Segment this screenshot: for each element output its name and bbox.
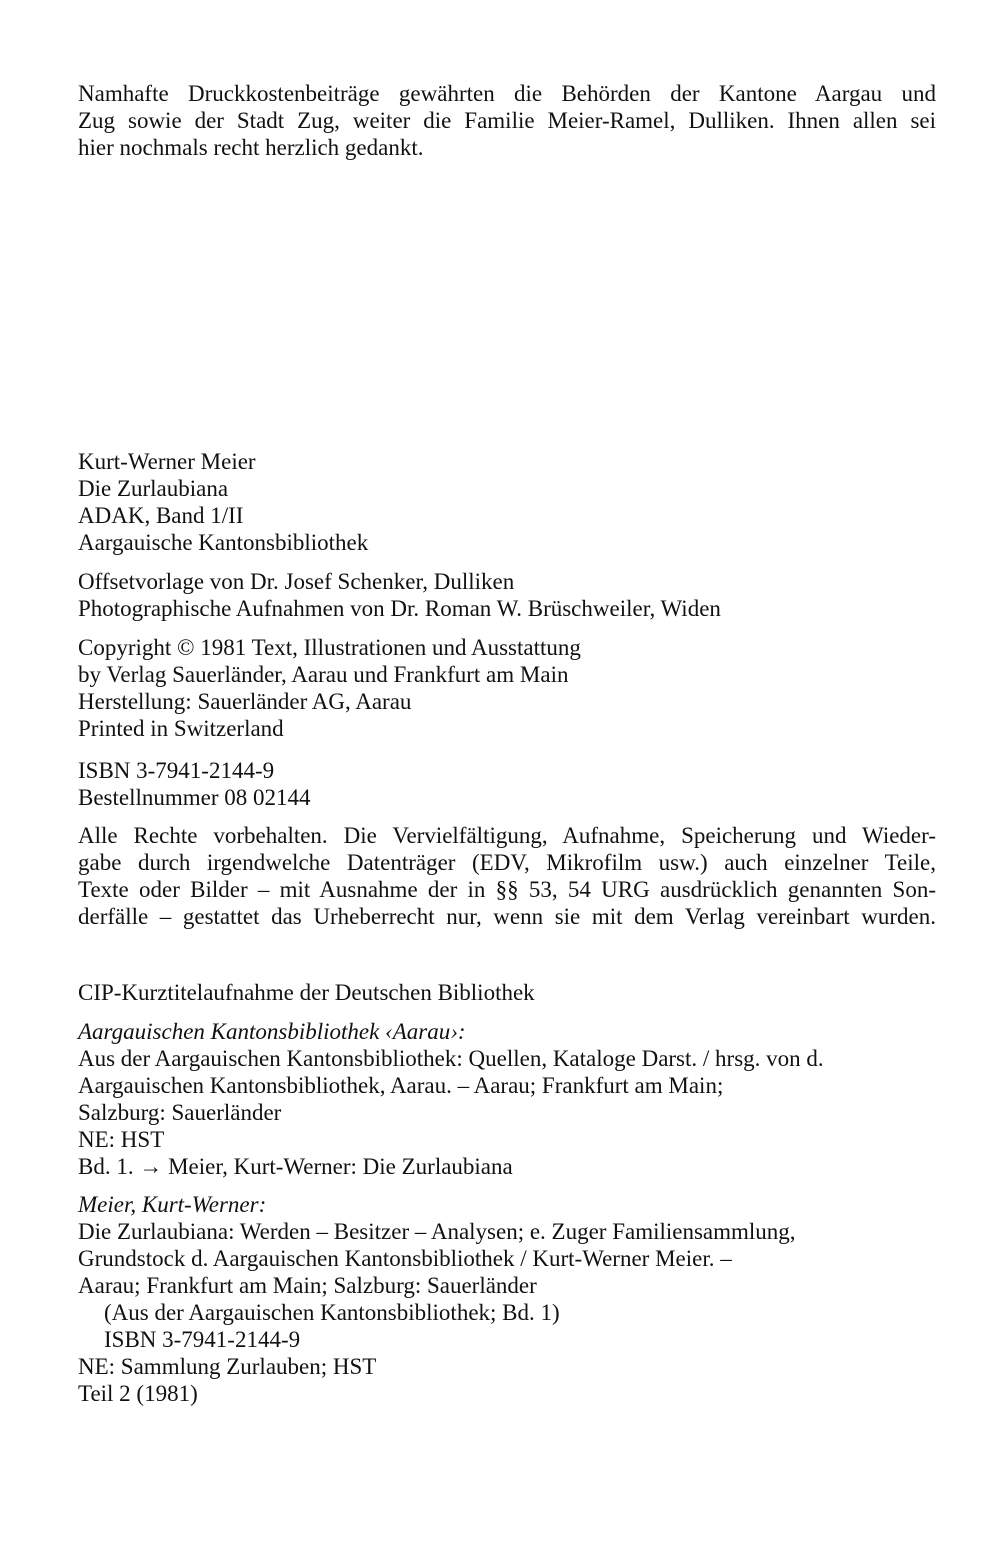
copyright-block: [78, 634, 936, 742]
book-title: Die Zurlaubiana: [78, 476, 229, 501]
publisher-institution: Aargauische Kantonsbibliothek: [78, 530, 369, 555]
series-volume: ADAK, Band 1/II: [78, 503, 244, 528]
rights-paragraph: [78, 822, 936, 930]
rights-line: Alle Rechte vorbehalten. Die Vervielfältigung, Aufnahme, Speicherung und Wieder-: [78, 823, 936, 848]
cip-entry-line: Die Zurlaubiana: Werden – Besitzer – Analysen; e. Zuger Familiensammlung,: [78, 1219, 796, 1244]
cip-entry-indented-line: ISBN 3-7941-2144-9: [104, 1327, 301, 1352]
cip-heading: CIP-Kurztitelaufnahme der Deutschen Bibliothek: [78, 980, 535, 1005]
rights-line: derfälle – gestattet das Urheberrecht nur, wenn sie mit dem Verlag vereinbart wurden.: [78, 904, 936, 929]
cip-entry-line: Aarau; Frankfurt am Main; Salzburg: Sauerländer: [78, 1273, 537, 1298]
cip-entry-line: Grundstock d. Aargauischen Kantonsbibliothek / Kurt-Werner Meier. –: [78, 1246, 732, 1271]
manufacturer-line: Herstellung: Sauerländer AG, Aarau: [78, 689, 412, 714]
offset-credit: Offsetvorlage von Dr. Josef Schenker, Dulliken: [78, 569, 515, 594]
order-number: Bestellnummer 08 02144: [78, 785, 311, 810]
cip-entry-line: Aargauischen Kantonsbibliothek, Aarau. – Aarau; Frankfurt am Main;: [78, 1073, 724, 1098]
production-credits: [78, 568, 936, 622]
cip-entry-line: NE: HST: [78, 1127, 165, 1152]
cip-entry-heading: Aargauischen Kantonsbibliothek ‹Aarau›:: [78, 1019, 466, 1044]
cip-entry-line: NE: Sammlung Zurlauben; HST: [78, 1354, 377, 1379]
author-name: Kurt-Werner Meier: [78, 449, 256, 474]
cip-entry-heading: Meier, Kurt-Werner:: [78, 1192, 267, 1217]
photo-credit: Photographische Aufnahmen von Dr. Roman W. Brüschweiler, Widen: [78, 596, 721, 621]
copyright-line: Copyright © 1981 Text, Illustrationen und Ausstattung: [78, 635, 581, 660]
isbn-block: [78, 757, 936, 811]
cip-entry-line: Aus der Aargauischen Kantonsbibliothek: Quellen, Kataloge Darst. / hrsg. von d.: [78, 1046, 824, 1071]
cip-entry-volume: [78, 1191, 936, 1407]
rights-line: Texte oder Bilder – mit Ausnahme der in §§ 53, 54 URG ausdrücklich genannten Son-: [78, 877, 936, 902]
cip-entry-line: Teil 2 (1981): [78, 1381, 198, 1406]
copyright-publisher: by Verlag Sauerländer, Aarau und Frankfurt am Main: [78, 662, 569, 687]
cip-heading-block: [78, 979, 936, 1006]
rights-line: gabe durch irgendwelche Datenträger (EDV, Mikrofilm usw.) auch einzelner Teile,: [78, 850, 936, 875]
acknowledgement-line: Namhafte Druckkostenbeiträge gewährten die Behörden der Kantone Aargau und: [78, 81, 936, 106]
acknowledgement-paragraph: [78, 80, 936, 161]
cip-entry-line: Salzburg: Sauerländer: [78, 1100, 282, 1125]
acknowledgement-line: hier nochmals recht herzlich gedankt.: [78, 135, 424, 160]
acknowledgement-line: Zug sowie der Stadt Zug, weiter die Familie Meier-Ramel, Dulliken. Ihnen allen sei: [78, 108, 936, 133]
cip-entry-indented-line: (Aus der Aargauischen Kantonsbibliothek; Bd. 1): [104, 1300, 560, 1325]
imprint-title-block: [78, 448, 936, 556]
isbn-number: ISBN 3-7941-2144-9: [78, 758, 275, 783]
printed-in-line: Printed in Switzerland: [78, 716, 284, 741]
cip-entry-series: [78, 1018, 936, 1180]
cip-entry-line: Bd. 1. → Meier, Kurt-Werner: Die Zurlaubiana: [78, 1154, 513, 1179]
